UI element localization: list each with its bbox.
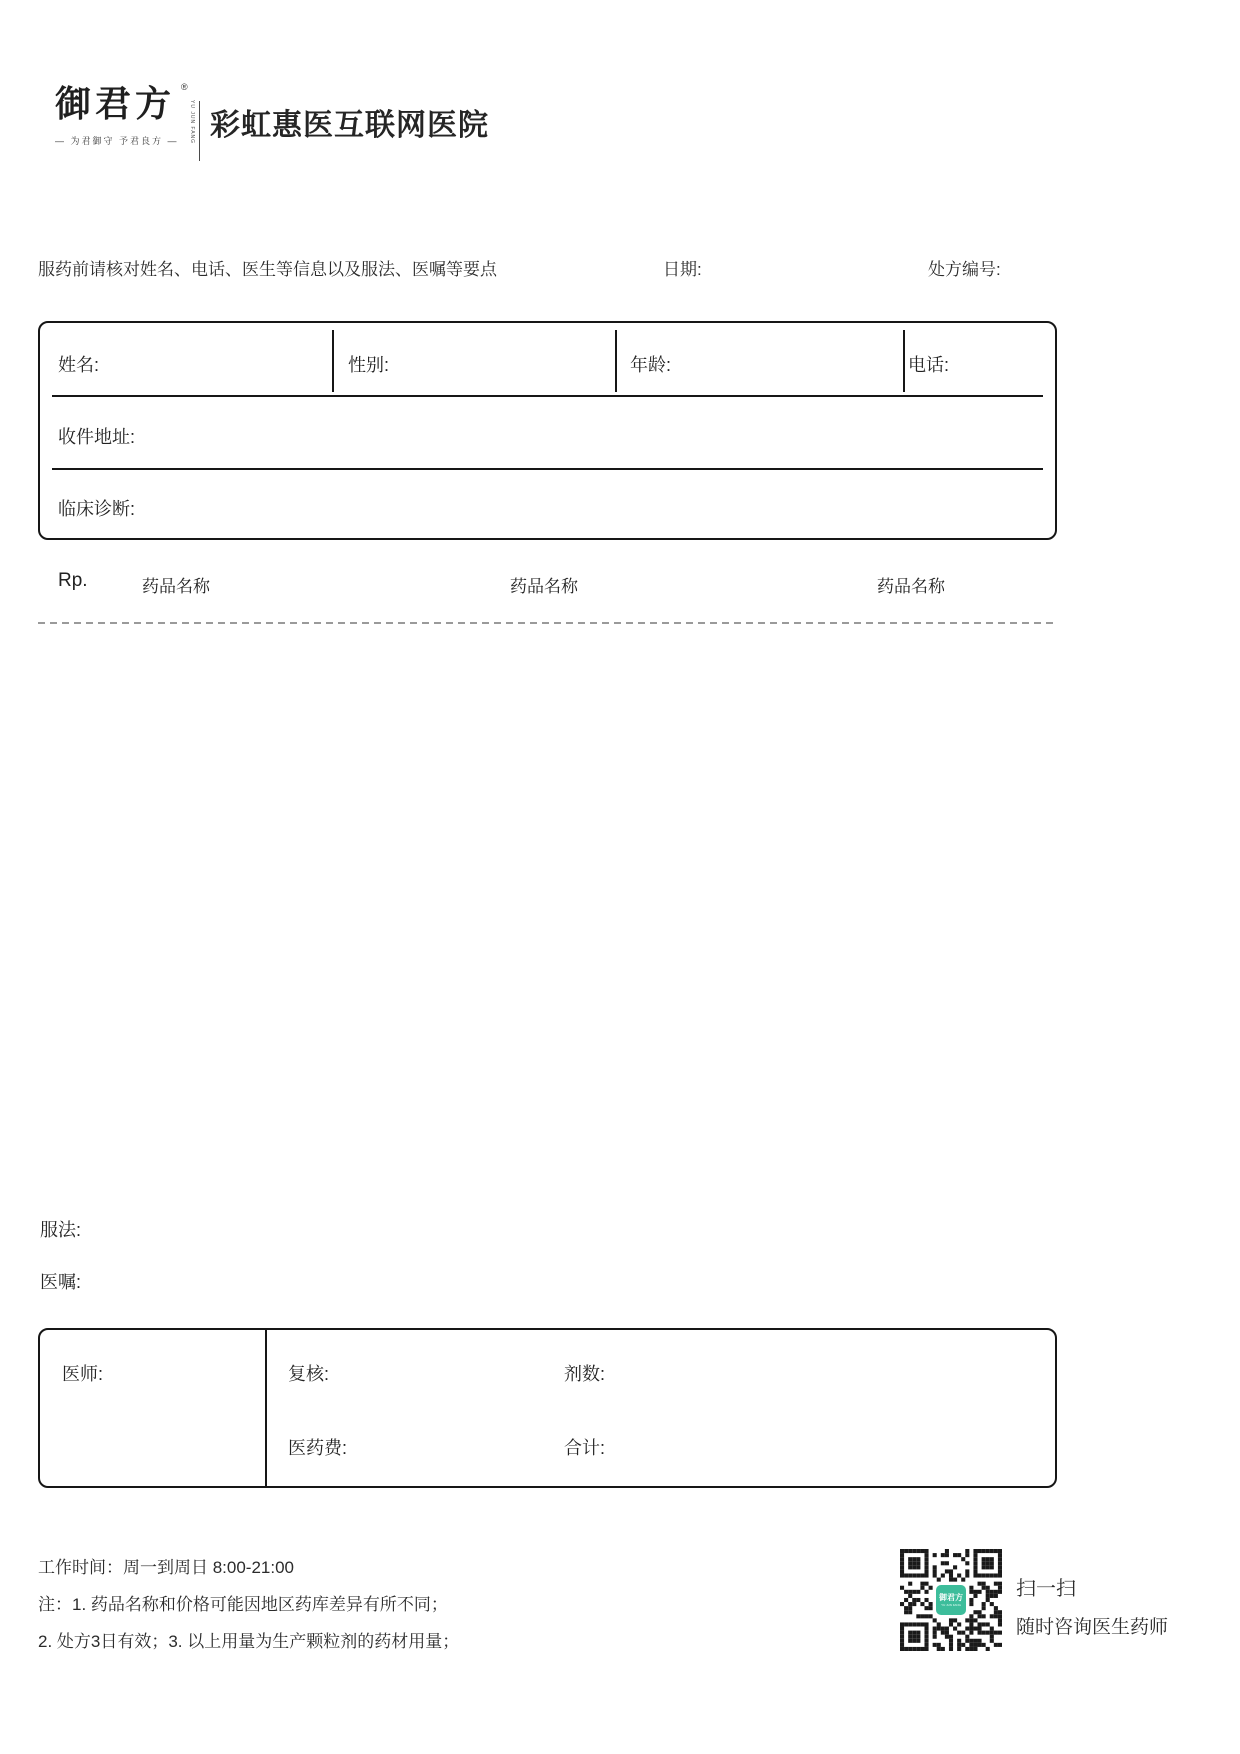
name-field-label: 姓名:	[58, 355, 100, 375]
total-label: 合计:	[564, 1438, 606, 1458]
scan-subtitle: 随时咨询医生药师	[1016, 1617, 1169, 1638]
address-field-label: 收件地址:	[58, 427, 136, 447]
prescription-body-area	[38, 630, 1057, 1205]
qr-code	[900, 1549, 1002, 1651]
usage-label: 服法:	[40, 1220, 82, 1240]
date-label: 日期:	[663, 260, 702, 279]
row-divider	[52, 468, 1043, 470]
verify-notice-text: 服药前请核对姓名、电话、医生等信息以及服法、医嘱等要点	[38, 260, 497, 279]
hospital-title: 彩虹惠医互联网医院	[210, 109, 489, 142]
logo-wordmark: 御君方	[55, 83, 176, 125]
note-line-2: 2. 处方3日有效；3. 以上用量为生产颗粒剂的药材用量；	[38, 1632, 460, 1651]
review-label: 复核:	[288, 1364, 330, 1384]
signoff-divider	[265, 1330, 267, 1486]
drug-name-column-header: 药品名称	[877, 577, 945, 596]
rp-header-row	[38, 570, 1057, 596]
qr-center-logo	[936, 1585, 966, 1615]
rp-prefix: Rp.	[58, 570, 88, 591]
medicine-fee-label: 医药费:	[288, 1438, 348, 1458]
drug-name-column-header: 药品名称	[142, 577, 210, 596]
patient-info-box	[38, 321, 1057, 540]
prescription-number-label: 处方编号:	[928, 260, 1001, 279]
age-field-label: 年龄:	[630, 355, 672, 375]
row-divider	[52, 395, 1043, 397]
field-divider	[332, 330, 334, 392]
registered-trademark-icon: ®	[181, 82, 188, 92]
drug-name-column-header: 药品名称	[510, 577, 578, 596]
note-line-1: 注：1. 药品名称和价格可能因地区药库差异有所不同；	[38, 1595, 448, 1614]
brand-divider-line	[199, 101, 200, 161]
signoff-box	[38, 1328, 1057, 1488]
doctor-advice-label: 医嘱:	[40, 1272, 82, 1292]
qr-center-sublabel: YU JUN FANG	[941, 1602, 961, 1607]
doctor-signature-label: 医师:	[62, 1364, 104, 1384]
working-hours-text: 工作时间：周一到周日 8:00-21:00	[38, 1558, 295, 1577]
patient-row-basic	[40, 323, 1055, 397]
gender-field-label: 性别:	[348, 355, 390, 375]
logo-tagline: — 为君御守 予君良方 —	[55, 136, 179, 146]
field-divider	[903, 330, 905, 392]
logo-romanized-text: YU JUN FANG	[189, 100, 195, 145]
phone-field-label: 电话:	[908, 355, 950, 375]
brand-logo	[55, 82, 205, 147]
rp-dashed-separator	[38, 622, 1057, 624]
scan-title: 扫一扫	[1016, 1578, 1076, 1600]
field-divider	[615, 330, 617, 392]
qr-center-label: 御君方	[939, 1592, 963, 1602]
diagnosis-field-label: 临床诊断:	[58, 499, 136, 519]
notice-row	[38, 255, 1057, 279]
dose-count-label: 剂数:	[564, 1364, 606, 1384]
